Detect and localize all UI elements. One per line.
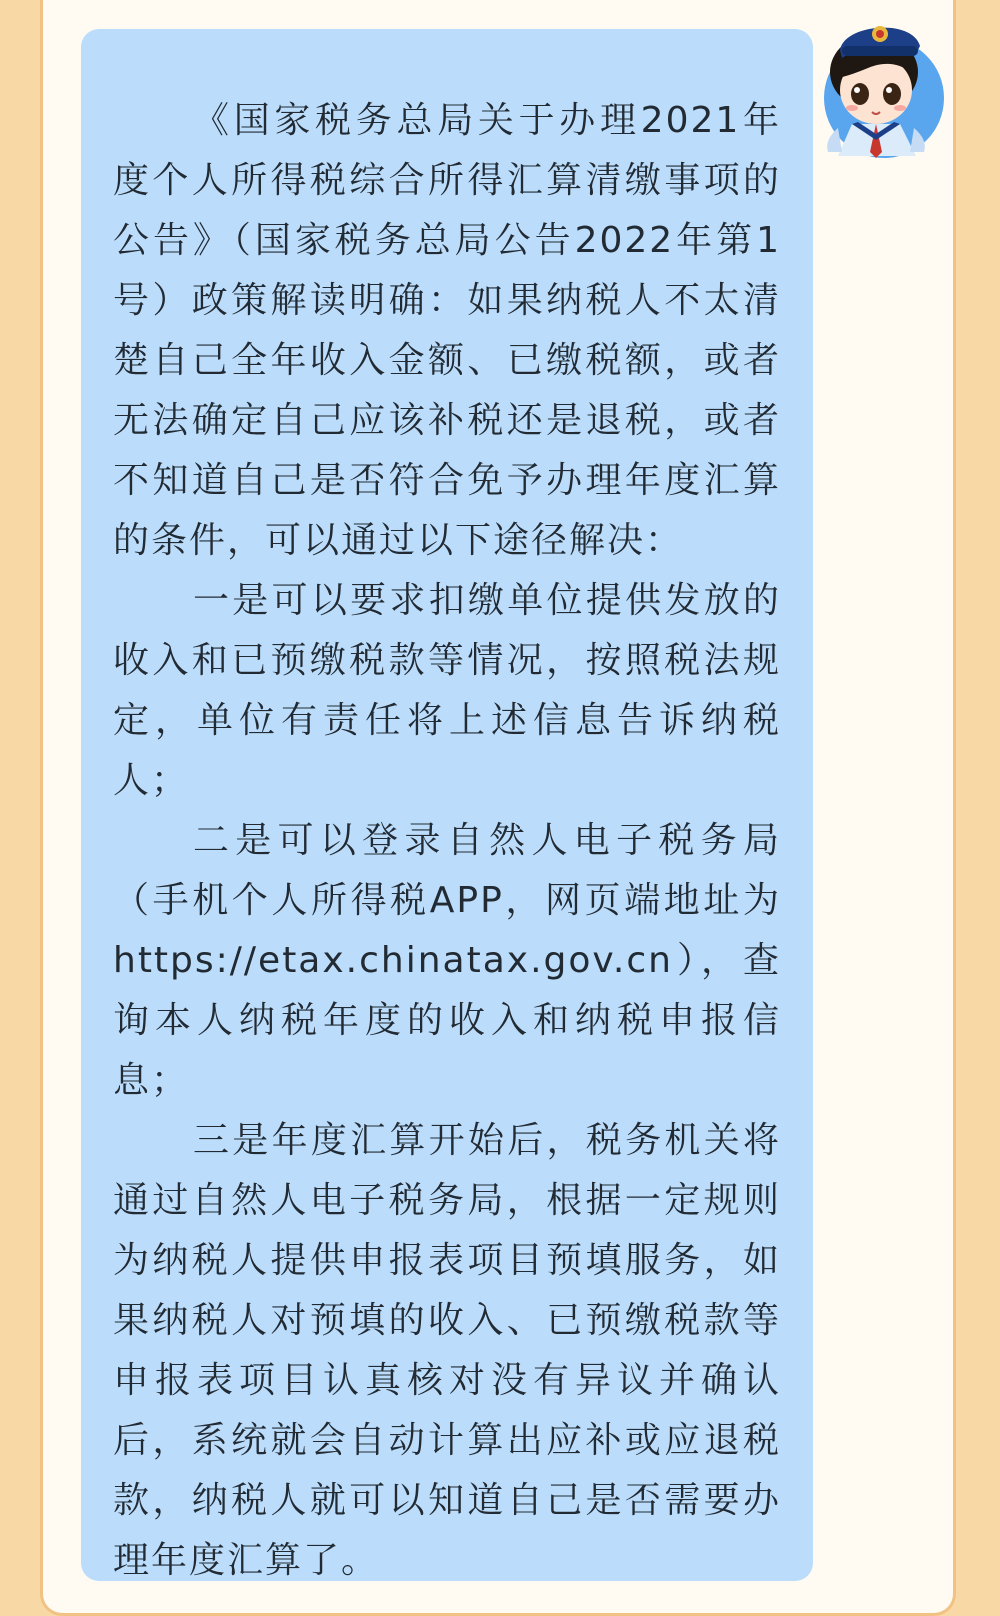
- tax-officer-mascot-icon: [816, 6, 956, 161]
- article-card: [81, 29, 813, 1581]
- article-paragraph-method-3: 三是年度汇算开始后，税务机关将通过自然人电子税务局，根据一定规则为纳税人提供申报表项目预填服务，如果纳税人对预填的收入、已预缴税款等申报表项目认真核对没有异议并确认后，系统就会自动计算出应补或应退税款，纳税人就可以知道自己是否需要办理年度汇算了。: [113, 1120, 781, 1581]
- article-paragraph-method-1: 一是可以要求扣缴单位提供发放的收入和已预缴税款等情况，按照税法规定，单位有责任将上述信息告诉纳税人；: [113, 580, 781, 801]
- article-paragraph-intro: 《国家税务总局关于办理2021年度个人所得税综合所得汇算清缴事项的公告》（国家税务总局公告2022年第1号）政策解读明确：如果纳税人不太清楚自己全年收入金额、已缴税额，或者无法确定自己应该补税还是退税，或者不知道自己是否符合免予办理年度汇算的条件，可以通过以下途径解决：: [113, 100, 781, 561]
- article-paragraph-method-2: 二是可以登录自然人电子税务局（手机个人所得税APP，网页端地址为https://etax.chinatax.gov.cn），查询本人纳税年度的收入和纳税申报信息；: [113, 820, 781, 1101]
